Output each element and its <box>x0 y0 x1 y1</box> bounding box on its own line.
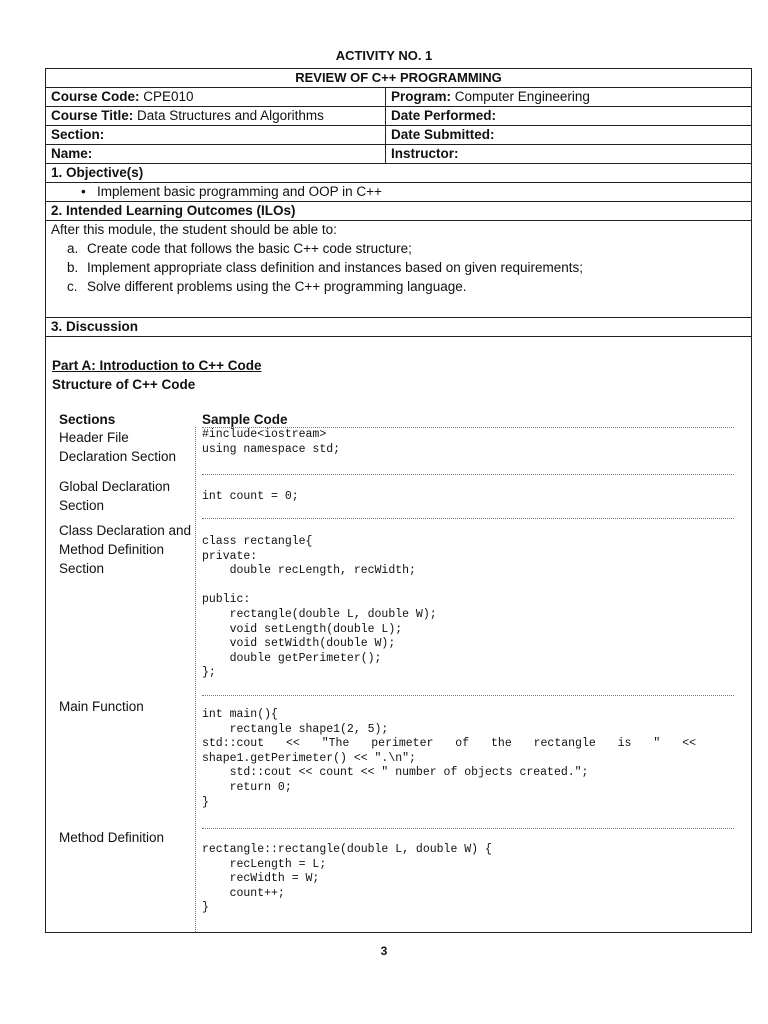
objectives-body <box>46 183 752 202</box>
ilos-heading: 2. Intended Learning Outcomes (ILOs) <box>46 202 752 221</box>
objectives-heading: 1. Objective(s) <box>46 164 752 183</box>
section-name: Class Declaration and Method Definition Section <box>59 523 192 576</box>
section-name: Global Declaration Section <box>59 479 171 513</box>
sample-code: rectangle::rectangle(double L, double W) { recLength = L; recWidth = W; count++; } <box>202 843 492 915</box>
program-label: Program: <box>391 89 452 104</box>
name-label: Name: <box>51 146 93 161</box>
section-name: Main Function <box>59 699 144 714</box>
date-submitted-label: Date Submitted: <box>391 127 495 142</box>
review-title: REVIEW OF C++ PROGRAMMING <box>46 69 752 88</box>
activity-title: ACTIVITY NO. 1 <box>335 48 433 63</box>
part-a-heading: Part A: Introduction to C++ Code <box>52 358 262 373</box>
course-title-value: Data Structures and Algorithms <box>137 108 324 123</box>
section-cell <box>46 126 386 145</box>
program-value: Computer Engineering <box>454 89 590 104</box>
discussion-body <box>46 337 752 933</box>
program-cell <box>386 88 752 107</box>
row-divider <box>202 474 734 475</box>
ilo-item: c. Solve different problems using the C++ programming language. <box>67 279 467 294</box>
date-performed-cell <box>386 107 752 126</box>
course-title-label: Course Title: <box>51 108 134 123</box>
instructor-label: Instructor: <box>391 146 459 161</box>
name-cell <box>46 145 386 164</box>
structure-heading: Structure of C++ Code <box>52 377 196 392</box>
activity-form-table <box>45 68 752 933</box>
course-code-cell <box>46 88 386 107</box>
section-name: Method Definition <box>59 830 165 845</box>
ilo-item: b. Implement appropriate class definition and instances based on given requirements; <box>67 260 584 275</box>
sample-code: int main(){ rectangle shape1(2, 5); std::cout << "The perimeter of the rectangle is " << shape1.getPerimeter() << ".\n"; std::cout << count << " number of objects created."; return 0; } <box>202 708 696 809</box>
sample-code: int count = 0; <box>202 490 299 503</box>
ilos-intro: After this module, the student should be able to: <box>51 222 337 237</box>
row-divider <box>202 695 734 696</box>
ilos-list <box>51 239 746 296</box>
section-label: Section: <box>51 127 105 142</box>
date-performed-label: Date Performed: <box>391 108 497 123</box>
row-divider <box>202 518 734 519</box>
sample-code-column-header: Sample Code <box>202 412 288 427</box>
instructor-cell <box>386 145 752 164</box>
row-divider <box>202 828 734 829</box>
discussion-heading: 3. Discussion <box>46 318 752 337</box>
course-code-value: CPE010 <box>143 89 194 104</box>
course-code-label: Course Code: <box>51 89 140 104</box>
sections-column-header: Sections <box>59 412 116 427</box>
date-submitted-cell <box>386 126 752 145</box>
section-name: Header File Declaration Section <box>59 430 177 464</box>
page-number: 3 <box>380 944 388 958</box>
ilo-item: a. Create code that follows the basic C++ code structure; <box>67 241 412 256</box>
ilos-body <box>46 221 752 318</box>
bullet-icon: • <box>81 184 86 199</box>
objective-item: • Implement basic programming and OOP in C++ <box>81 184 382 199</box>
column-divider <box>195 427 196 932</box>
sample-code: #include<iostream> using namespace std; <box>202 428 341 456</box>
sample-code: class rectangle{ private: double recLength, recWidth; public: rectangle(double L, double W); void setLength(double L); void setWidth(double W); double getPerimeter(); }; <box>202 535 437 680</box>
course-title-cell <box>46 107 386 126</box>
